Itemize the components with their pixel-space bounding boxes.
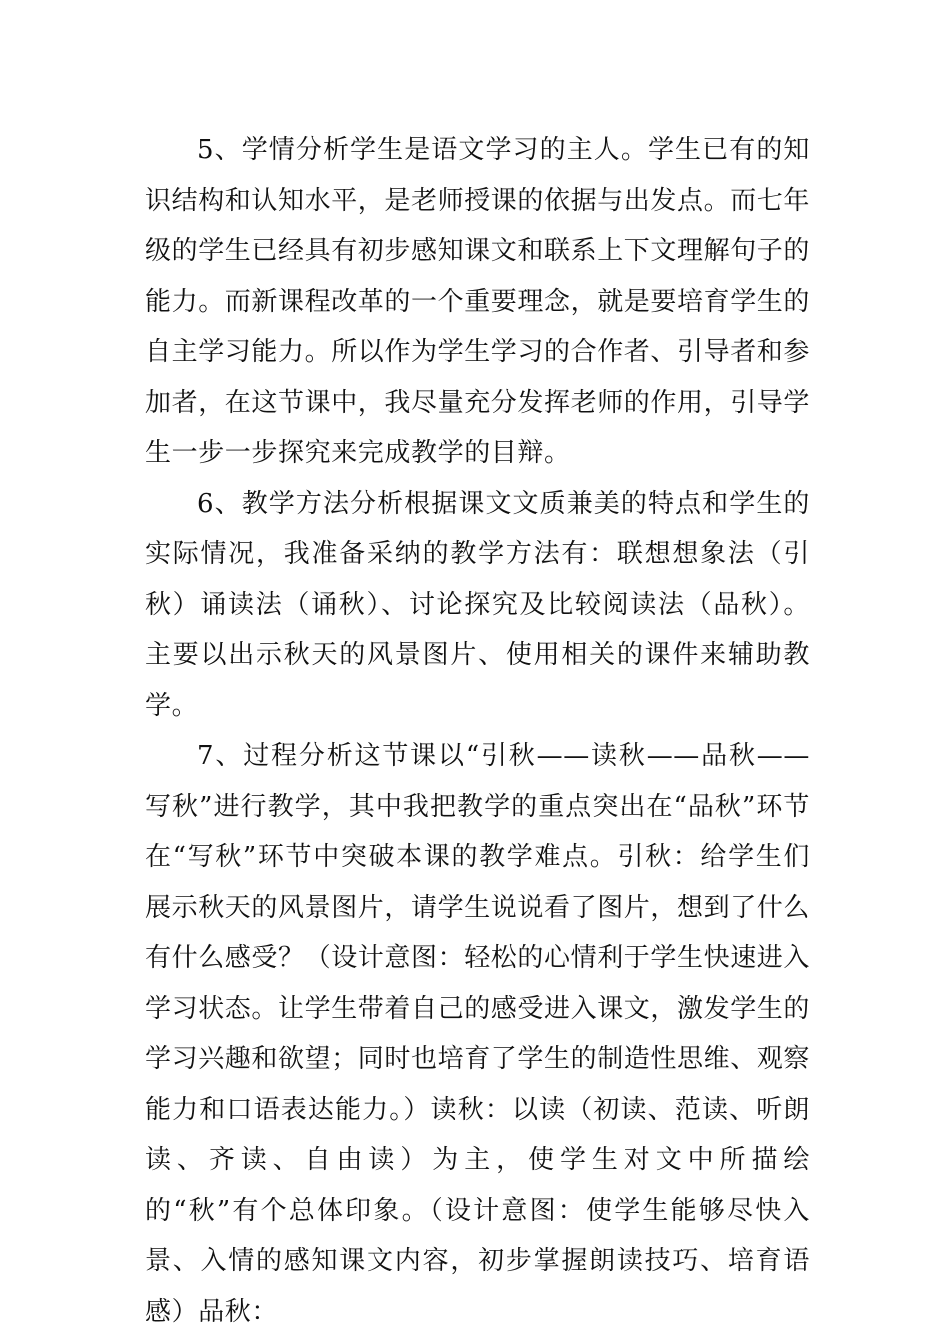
- document-body: [145, 125, 810, 1337]
- paragraph-6-teaching-method: 6、教学方法分析根据课文文质兼美的特点和学生的实际情况，我准备采纳的教学方法有：联想想象法（引秋）诵读法（诵秋）、讨论探究及比较阅读法（品秋）。主要以出示秋天的风景图片、使用相关的课件来辅助教学。: [145, 488, 810, 721]
- paragraph-7-process-analysis: 7、过程分析这节课以“引秋——读秋——品秋——写秋”进行教学，其中我把教学的重点突出在“品秋”环节在“写秋”环节中突破本课的教学难点。引秋：给学生们展示秋天的风景图片，请学生说说看了图片，想到了什么有什么感受？（设计意图：轻松的心情利于学生快速进入学习状态。让学生带着自己的感受进入课文，激发学生的学习兴趣和欲望；同时也培育了学生的制造性思维、观察能力和口语表达能力。）读秋：以读（初读、范读、听朗读、齐读、自由读）为主，使学生对文中所描绘的“秋”有个总体印象。（设计意图：使学生能够尽快入景、入情的感知课文内容，初步掌握朗读技巧、培育语感）品秋：: [145, 741, 811, 1327]
- paragraph-5-learning-analysis: 5、学情分析学生是语文学习的主人。学生已有的知识结构和认知水平，是老师授课的依据与出发点。而七年级的学生已经具有初步感知课文和联系上下文理解句子的能力。而新课程改革的一个重要理念，就是要培育学生的自主学习能力。所以作为学生学习的合作者、引导者和参加者，在这节课中，我尽量充分发挥老师的作用，引导学生一步一步探究来完成教学的目辩。: [145, 135, 811, 468]
